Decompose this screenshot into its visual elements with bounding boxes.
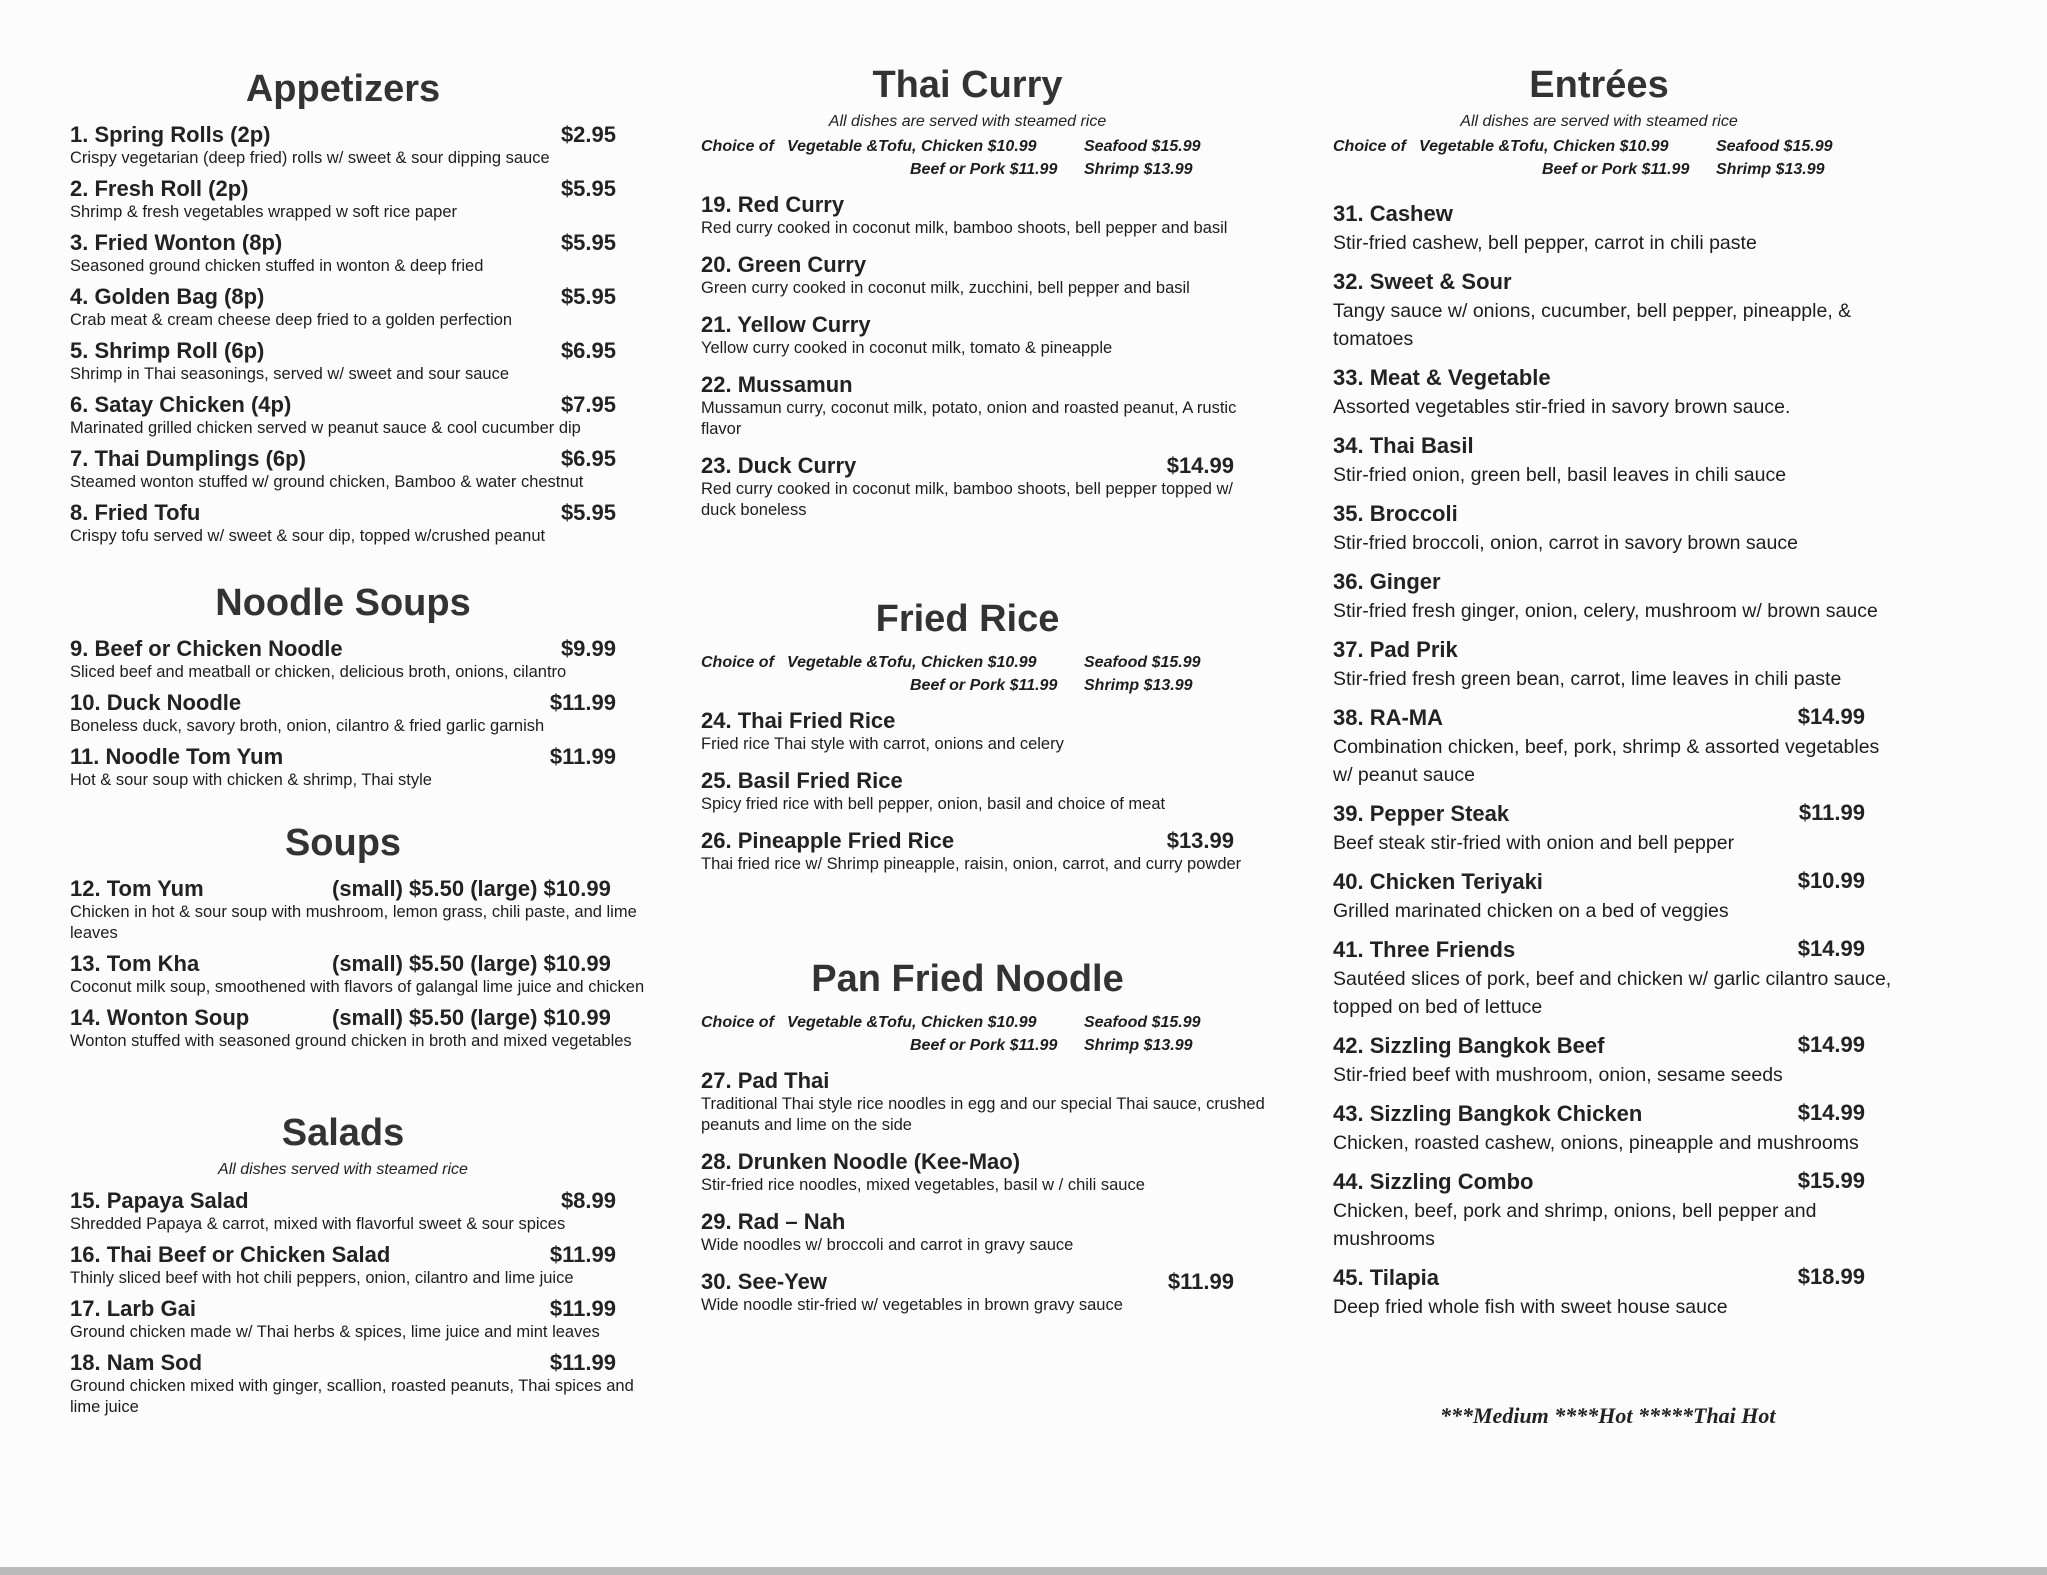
- section-title: Salads: [281, 1112, 405, 1154]
- item-price: $9.99: [560, 636, 616, 661]
- menu-item: [1333, 1031, 1865, 1089]
- item-description: Boneless duck, savory broth, onion, cilantro & fried garlic garnish: [70, 717, 545, 735]
- menu-item: [70, 875, 637, 944]
- menu-item: [70, 1349, 634, 1418]
- item-description: Chicken, roasted cashew, onions, pineapple and mushrooms: [1333, 1132, 1859, 1154]
- item-name: 21. Yellow Curry: [701, 312, 871, 337]
- menu-item: [1333, 1099, 1865, 1157]
- item-description: Coconut milk soup, smoothened with flavors of galangal lime juice and chicken: [70, 978, 645, 996]
- item-description: Shredded Papaya & carrot, mixed with flavorful sweet & sour spices: [70, 1215, 566, 1233]
- choice-seafood: Seafood $15.99: [1084, 654, 1201, 671]
- item-price: $13.99: [1166, 828, 1234, 853]
- section-title: Entrées: [1529, 64, 1669, 106]
- section-entrees: [1333, 64, 1892, 1331]
- choice-beef-pork: Beef or Pork $11.99: [1542, 161, 1690, 178]
- scan-edge: [0, 1567, 2047, 1575]
- item-description: Chicken, beef, pork and shrimp, onions, bell pepper and mushrooms: [1333, 1200, 1817, 1250]
- menu-item: [70, 337, 616, 385]
- menu-item: [70, 950, 645, 998]
- section-appetizers: [70, 68, 616, 553]
- price-choices: [701, 1011, 1234, 1057]
- item-description: Beef steak stir-fried with onion and bell pepper: [1333, 832, 1735, 854]
- menu-item: [1333, 1263, 1865, 1321]
- item-price: $14.99: [1797, 704, 1865, 729]
- item-name: 20. Green Curry: [701, 252, 867, 277]
- item-name: 40. Chicken Teriyaki: [1333, 869, 1543, 894]
- menu-item: [70, 1295, 616, 1343]
- item-description: Red curry cooked in coconut milk, bamboo shoots, bell pepper topped w/ duck boneless: [701, 480, 1233, 519]
- menu-item: [1333, 199, 1865, 257]
- item-description: Steamed wonton stuffed w/ ground chicken, Bamboo & water chestnut: [70, 473, 584, 491]
- item-name: 22. Mussamun: [701, 372, 853, 397]
- item-price: $5.95: [560, 230, 616, 255]
- price-choices: [701, 651, 1234, 697]
- menu-item: [1333, 635, 1865, 693]
- section-title: Thai Curry: [872, 64, 1063, 106]
- item-description: Wonton stuffed with seasoned ground chicken in broth and mixed vegetables: [70, 1032, 632, 1050]
- section-subtitle: All dishes are served with steamed rice: [1460, 113, 1738, 130]
- section-fried-rice: [701, 598, 1242, 887]
- menu-item: [70, 689, 616, 737]
- item-description: Stir-fried onion, green bell, basil leaves in chili sauce: [1333, 464, 1787, 486]
- item-name: 29. Rad – Nah: [701, 1209, 846, 1234]
- item-name: 38. RA-MA: [1333, 705, 1444, 730]
- item-description: Wide noodle stir-fried w/ vegetables in brown gravy sauce: [701, 1296, 1123, 1314]
- menu-item: [701, 1208, 1234, 1256]
- item-description: Red curry cooked in coconut milk, bamboo shoots, bell pepper and basil: [701, 219, 1228, 237]
- choice-seafood: Seafood $15.99: [1084, 138, 1201, 155]
- item-name: 31. Cashew: [1333, 201, 1453, 226]
- item-description: Green curry cooked in coconut milk, zucchini, bell pepper and basil: [701, 279, 1190, 297]
- item-description: Stir-fried fresh green bean, carrot, lime leaves in chili paste: [1333, 668, 1842, 690]
- item-name: 19. Red Curry: [701, 192, 845, 217]
- item-price: $11.99: [549, 1296, 616, 1321]
- menu-item: [1333, 363, 1865, 421]
- item-description: Tangy sauce w/ onions, cucumber, bell pepper, pineapple, & tomatoes: [1333, 300, 1852, 350]
- item-description: Stir-fried rice noodles, mixed vegetables, basil w / chili sauce: [701, 1176, 1145, 1194]
- section-title: Soups: [284, 822, 402, 864]
- item-name: 6. Satay Chicken (4p): [70, 392, 292, 417]
- menu-item: [701, 1268, 1234, 1316]
- section-title: Noodle Soups: [215, 582, 471, 624]
- section-noodle-soups: [70, 582, 616, 797]
- item-name: 16. Thai Beef or Chicken Salad: [70, 1242, 391, 1267]
- item-price: $7.95: [560, 392, 616, 417]
- section-title: Fried Rice: [875, 598, 1060, 640]
- item-price: (small) $5.50 (large) $10.99: [332, 876, 611, 901]
- item-price: $5.95: [560, 284, 616, 309]
- item-name: 8. Fried Tofu: [70, 500, 201, 525]
- menu-item: [70, 1187, 616, 1235]
- item-description: Deep fried whole fish with sweet house sauce: [1333, 1296, 1728, 1318]
- item-price: $6.95: [560, 338, 616, 363]
- item-name: 17. Larb Gai: [70, 1296, 196, 1321]
- item-name: 32. Sweet & Sour: [1333, 269, 1512, 294]
- item-name: 10. Duck Noodle: [70, 690, 242, 715]
- item-name: 30. See-Yew: [701, 1269, 827, 1294]
- item-description: Thai fried rice w/ Shrimp pineapple, raisin, onion, carrot, and curry powder: [701, 855, 1242, 873]
- item-name: 28. Drunken Noodle (Kee-Mao): [701, 1149, 1021, 1174]
- item-description: Crispy vegetarian (deep fried) rolls w/ sweet & sour dipping sauce: [70, 149, 550, 167]
- item-description: Spicy fried rice with bell pepper, onion, basil and choice of meat: [701, 795, 1166, 813]
- item-description: Chicken in hot & sour soup with mushroom, lemon grass, chili paste, and lime leaves: [70, 903, 637, 942]
- menu-item: [1333, 267, 1865, 353]
- item-description: Stir-fried fresh ginger, onion, celery, mushroom w/ brown sauce: [1333, 600, 1878, 622]
- menu-item: [701, 767, 1234, 815]
- item-name: 13. Tom Kha: [70, 951, 200, 976]
- section-salads: [70, 1112, 634, 1424]
- item-description: Wide noodles w/ broccoli and carrot in gravy sauce: [701, 1236, 1074, 1254]
- item-name: 18. Nam Sod: [70, 1350, 203, 1375]
- section-title: Appetizers: [245, 68, 441, 110]
- item-description: Stir-fried broccoli, onion, carrot in savory brown sauce: [1333, 532, 1798, 554]
- item-price: $11.99: [549, 690, 616, 715]
- item-price: $6.95: [560, 446, 616, 471]
- menu-item: [70, 175, 616, 223]
- item-price: $11.99: [549, 1350, 616, 1375]
- item-name: 42. Sizzling Bangkok Beef: [1333, 1033, 1605, 1058]
- item-price: (small) $5.50 (large) $10.99: [332, 951, 611, 976]
- menu-item: [1333, 567, 1878, 625]
- item-description: Thinly sliced beef with hot chili peppers, onion, cilantro and lime juice: [70, 1269, 574, 1287]
- item-name: 45. Tilapia: [1333, 1265, 1439, 1290]
- section-thai-curry: [701, 64, 1237, 533]
- item-price: $11.99: [1167, 1269, 1234, 1294]
- item-name: 36. Ginger: [1333, 569, 1441, 594]
- menu-item: [70, 121, 616, 169]
- choice-shrimp: Shrimp $13.99: [1084, 677, 1193, 694]
- choice-veg-chicken: Vegetable &Tofu, Chicken $10.99: [787, 654, 1037, 671]
- menu-item: [70, 499, 616, 547]
- menu-item: [701, 311, 1234, 359]
- item-name: 14. Wonton Soup: [70, 1005, 250, 1030]
- item-price: $5.95: [560, 176, 616, 201]
- item-description: Fried rice Thai style with carrot, onions and celery: [701, 735, 1064, 753]
- menu-item: [701, 827, 1242, 875]
- item-description: Mussamun curry, coconut milk, potato, onion and roasted peanut, A rustic flavor: [701, 399, 1237, 438]
- item-name: 35. Broccoli: [1333, 501, 1458, 526]
- menu-item: [1333, 935, 1892, 1021]
- item-price: $11.99: [1798, 800, 1865, 825]
- menu-item: [1333, 703, 1880, 789]
- item-name: 43. Sizzling Bangkok Chicken: [1333, 1101, 1643, 1126]
- item-name: 24. Thai Fried Rice: [701, 708, 896, 733]
- menu-item: [701, 191, 1234, 239]
- item-name: 7. Thai Dumplings (6p): [70, 446, 306, 471]
- item-price: $10.99: [1797, 868, 1865, 893]
- item-name: 1. Spring Rolls (2p): [70, 122, 271, 147]
- menu-item: [701, 1067, 1265, 1136]
- menu-item: [1333, 1167, 1865, 1253]
- item-price: $8.99: [560, 1188, 616, 1213]
- spice-legend: ***Medium ****Hot *****Thai Hot: [1440, 1403, 1776, 1428]
- menu-item: [701, 452, 1234, 521]
- item-description: Crispy tofu served w/ sweet & sour dip, topped w/crushed peanut: [70, 527, 546, 545]
- item-description: Shrimp & fresh vegetables wrapped w soft rice paper: [70, 203, 458, 221]
- item-name: 33. Meat & Vegetable: [1333, 365, 1551, 390]
- menu-item: [1333, 499, 1865, 557]
- item-description: Ground chicken mixed with ginger, scallion, roasted peanuts, Thai spices and lime juice: [70, 1377, 634, 1416]
- section-subtitle: All dishes are served with steamed rice: [828, 113, 1107, 130]
- item-description: Yellow curry cooked in coconut milk, tomato & pineapple: [701, 339, 1113, 357]
- choice-label: Choice of: [1333, 138, 1406, 155]
- item-description: Ground chicken made w/ Thai herbs & spices, lime juice and mint leaves: [70, 1323, 600, 1341]
- choice-beef-pork: Beef or Pork $11.99: [910, 677, 1058, 694]
- menu-item: [70, 743, 616, 791]
- choice-seafood: Seafood $15.99: [1084, 1014, 1201, 1031]
- item-name: 27. Pad Thai: [701, 1068, 830, 1093]
- item-description: Shrimp in Thai seasonings, served w/ sweet and sour sauce: [70, 365, 510, 383]
- item-price: $11.99: [549, 1242, 616, 1267]
- item-price: $2.95: [560, 122, 616, 147]
- menu-item: [70, 229, 616, 277]
- item-description: Hot & sour soup with chicken & shrimp, Thai style: [70, 771, 432, 789]
- choice-label: Choice of: [701, 1014, 774, 1031]
- item-price: $18.99: [1797, 1264, 1865, 1289]
- item-description: Seasoned ground chicken stuffed in wonton & deep fried: [70, 257, 484, 275]
- item-price: $14.99: [1797, 1100, 1865, 1125]
- price-choices: [701, 135, 1234, 181]
- menu-item: [701, 251, 1234, 299]
- item-description: Stir-fried beef with mushroom, onion, sesame seeds: [1333, 1064, 1783, 1086]
- item-name: 39. Pepper Steak: [1333, 801, 1510, 826]
- section-pan-fried-noodle: [701, 958, 1265, 1328]
- item-description: Stir-fried cashew, bell pepper, carrot in chili paste: [1333, 232, 1757, 254]
- item-name: 5. Shrimp Roll (6p): [70, 338, 265, 363]
- item-price: $11.99: [549, 744, 616, 769]
- item-price: $14.99: [1797, 936, 1865, 961]
- menu-item: [1333, 431, 1865, 489]
- choice-veg-chicken: Vegetable &Tofu, Chicken $10.99: [787, 1014, 1037, 1031]
- item-name: 11. Noodle Tom Yum: [70, 744, 284, 769]
- item-description: Assorted vegetables stir-fried in savory brown sauce.: [1333, 396, 1791, 418]
- choice-shrimp: Shrimp $13.99: [1084, 161, 1193, 178]
- choice-shrimp: Shrimp $13.99: [1716, 161, 1825, 178]
- item-price: $5.95: [560, 500, 616, 525]
- choice-beef-pork: Beef or Pork $11.99: [910, 161, 1058, 178]
- item-description: Traditional Thai style rice noodles in egg and our special Thai sauce, crushed peanuts and lime on the side: [701, 1095, 1265, 1134]
- menu-item: [701, 707, 1234, 755]
- item-description: Sautéed slices of pork, beef and chicken w/ garlic cilantro sauce, topped on bed of lettuce: [1333, 968, 1892, 1018]
- choice-veg-chicken: Vegetable &Tofu, Chicken $10.99: [1419, 138, 1669, 155]
- item-price: (small) $5.50 (large) $10.99: [332, 1005, 611, 1030]
- menu-item: [70, 635, 616, 683]
- item-name: 4. Golden Bag (8p): [70, 284, 265, 309]
- item-description: Combination chicken, beef, pork, shrimp & assorted vegetables w/ peanut sauce: [1333, 736, 1880, 786]
- menu-item: [70, 1004, 632, 1052]
- item-name: 9. Beef or Chicken Noodle: [70, 636, 343, 661]
- choice-seafood: Seafood $15.99: [1716, 138, 1833, 155]
- menu-item: [701, 371, 1237, 440]
- choice-shrimp: Shrimp $13.99: [1084, 1037, 1193, 1054]
- item-price: $14.99: [1166, 453, 1234, 478]
- item-name: 3. Fried Wonton (8p): [70, 230, 283, 255]
- item-name: 44. Sizzling Combo: [1333, 1169, 1534, 1194]
- item-name: 41. Three Friends: [1333, 937, 1516, 962]
- menu-item: [70, 283, 616, 331]
- item-name: 23. Duck Curry: [701, 453, 857, 478]
- item-description: Marinated grilled chicken served w peanut sauce & cool cucumber dip: [70, 419, 581, 437]
- menu-item: [1333, 799, 1865, 857]
- item-name: 2. Fresh Roll (2p): [70, 176, 249, 201]
- menu-item: [70, 1241, 616, 1289]
- menu-item: [1333, 867, 1865, 925]
- item-description: Crab meat & cream cheese deep fried to a golden perfection: [70, 311, 513, 329]
- choice-veg-chicken: Vegetable &Tofu, Chicken $10.99: [787, 138, 1037, 155]
- item-name: 12. Tom Yum: [70, 876, 204, 901]
- item-name: 34. Thai Basil: [1333, 433, 1474, 458]
- price-choices: [1333, 135, 1865, 181]
- section-soups: [70, 822, 645, 1058]
- item-price: $15.99: [1797, 1168, 1865, 1193]
- choice-label: Choice of: [701, 654, 774, 671]
- item-name: 15. Papaya Salad: [70, 1188, 249, 1213]
- section-subtitle: All dishes served with steamed rice: [218, 1161, 468, 1178]
- choice-beef-pork: Beef or Pork $11.99: [910, 1037, 1058, 1054]
- item-name: 37. Pad Prik: [1333, 637, 1458, 662]
- menu-item: [701, 1148, 1234, 1196]
- item-description: Grilled marinated chicken on a bed of veggies: [1333, 900, 1729, 922]
- item-name: 26. Pineapple Fried Rice: [701, 828, 955, 853]
- item-price: $14.99: [1797, 1032, 1865, 1057]
- item-name: 25. Basil Fried Rice: [701, 768, 903, 793]
- choice-label: Choice of: [701, 138, 774, 155]
- item-description: Sliced beef and meatball or chicken, delicious broth, onions, cilantro: [70, 663, 567, 681]
- menu-item: [70, 445, 616, 493]
- menu-item: [70, 391, 616, 439]
- section-title: Pan Fried Noodle: [811, 958, 1124, 1000]
